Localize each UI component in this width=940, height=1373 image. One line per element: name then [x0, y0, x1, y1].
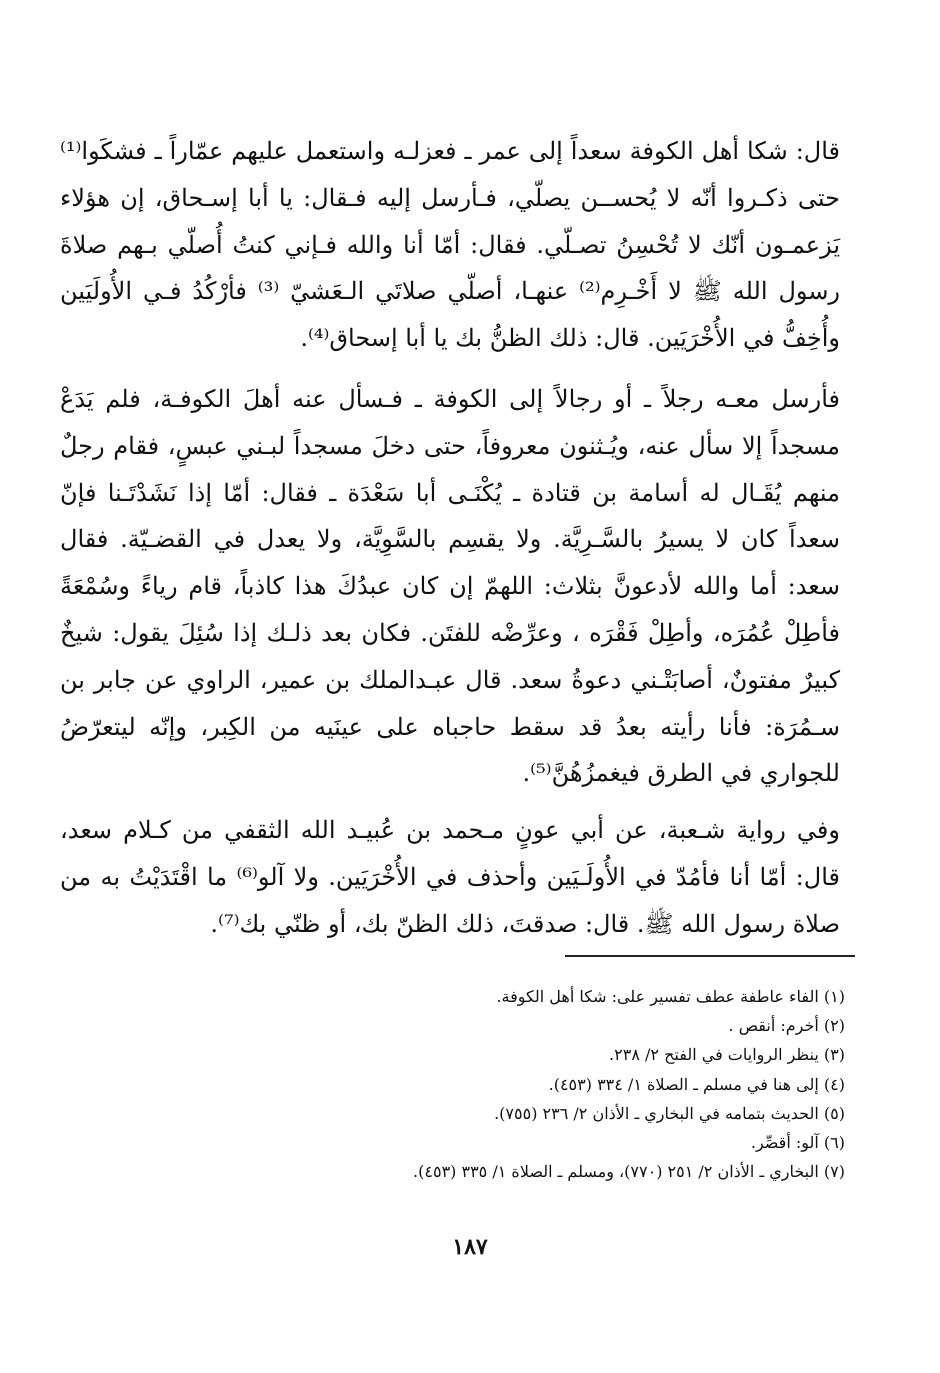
- page-number: ١٨٧: [452, 1234, 488, 1260]
- footnote-5: (٥) الحديث بتمامه في البخاري ـ الأذان ٢/ ٢٣٦ (٧٥٥).: [494, 1103, 845, 1123]
- paragraph-3: وفي رواية شـعبة، عن أبي عونٍ مـحمد بن عُبيـد الله الثقفي من كـلام سعد، قال: أمّا أنا فأمُدّ في الأُولَـيَين وأحذف في الأُخْرَيَين. ولا آلو⁽⁶⁾ ما اقْتَدَيْتُ به من صلاة رسول الله ﷺ. قال: صدقتَ، ذلك الظنّ بك، أو ظنّي بك⁽⁷⁾.: [60, 816, 840, 938]
- footnote-7: (٧) البخاري ـ الأذان ٢/ ٢٥١ (٧٧٠)، ومسلم ـ الصلاة ١/ ٣٣٥ (٤٥٣).: [413, 1162, 845, 1182]
- paragraph-2: فأرسل معـه رجلاً ـ أو رجالاً إلى الكوفة ـ فـسأل عنه أهلَ الكوفـة، فلم يَدَعْ مسجداً إلا سأل عنه، ويُـثنون معروفاً، حتى دخلَ مسجداً لبـني عبسٍ، فقام رجلٌ منهم يُقَـال له أسامة بن قتادة ـ يُكْنَـى أبا سَعْدَة ـ فقال: أمّا إذا نَشَدْتَـنا فإنّ سعداً كان لا يسيرُ بالسَّـرِيَّة. ولا يقسِم بالسَّوِيَّة، ولا يعدل في القضـيّة. فقال سعد: أما والله لأدعونَّ بثلاث: اللهمّ إن كان عبدُكَ هذا كاذباً، قام رياءً وسُمْعَةً فأطِلْ عُمُرَه، وأطِلْ فَقْرَه ، وعرِّضْه للفتَن. فكان بعد ذلـك إذا سُئِلَ يقول: شيخٌ كبيرٌ مفتونٌ، أصابَتْـني دعوةُ سعد. قال عبـدالملك بن عمير، الراوي عن جابر بن سـمُرَة: فأنا رأيته بعدُ قد سقط حاجباه على عينَيه من الكِبر، وإنّه ليتعرّضُ للجواري في الطرق فيغمزُهُنَّ⁽⁵⁾.: [60, 384, 840, 788]
- footnote-divider: [565, 955, 855, 957]
- footnote-3: (٣) ينظر الروايات في الفتح ٢/ ٢٣٨.: [609, 1045, 845, 1065]
- footnote-4: (٤) إلى هنا في مسلم ـ الصلاة ١/ ٣٣٤ (٤٥٣).: [548, 1074, 845, 1094]
- footnote-1: (١) الفاء عاطفة عطف تفسير على: شكا أهل الكوفة.: [496, 987, 845, 1006]
- main-text: [60, 128, 840, 948]
- footnotes: [60, 982, 845, 1186]
- footnote-6: (٦) آلو: أقصِّر.: [750, 1133, 845, 1153]
- paragraph-1: قال: شكا أهل الكوفة سعداً إلى عمر ـ فعزلـه واستعمل عليهم عمّاراً ـ فشكَوا⁽¹⁾ حتى ذكـروا أنّه لا يُحســن يصلّي، فـأرسل إليه فـقال: يا أبا إسـحاق، إن هؤلاء يَزعمـون أنّك لا تُحْسِنُ تصـلّي. فقال: أمّا أنا والله فـإني كنتُ أُصلّي بـهم صلاةَ رسول الله ﷺ لا أَخْـرِم⁽²⁾ عنهـا، أصلّي صلاتَي الـعَشيّ ⁽³⁾ فأرْكُدُ فـي الأُولَيَين وأُخِفُّ في الأُخْرَيَين. قال: ذلك الظنُّ بك يا أبا إسحاق⁽⁴⁾.: [60, 137, 841, 353]
- footnote-2: (٢) أخرم: أنقص .: [728, 1016, 845, 1036]
